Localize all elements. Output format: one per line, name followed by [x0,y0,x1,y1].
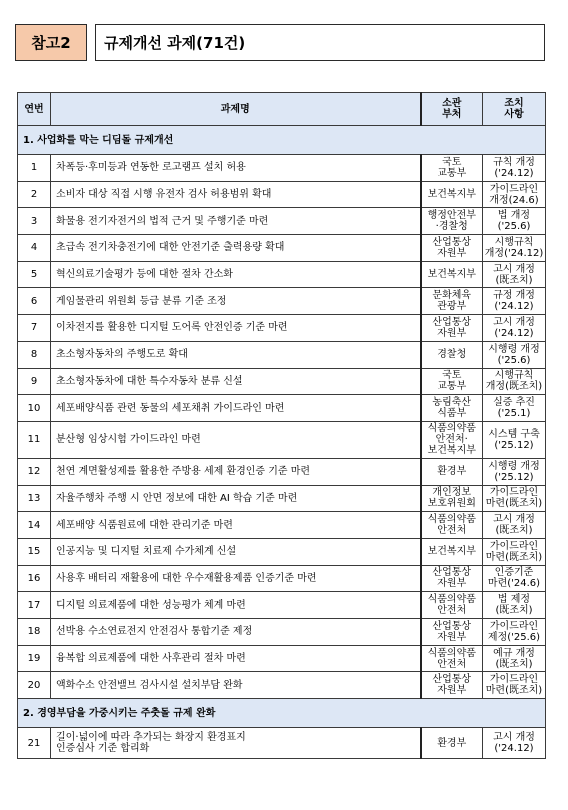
row-number: 19 [18,645,51,672]
table-row [18,728,546,759]
action-status: 가이드라인 개정(24.6) [483,181,546,208]
col-header-action: 조치 사항 [483,93,546,126]
action-status: 시행규칙 개정(既조치) [483,368,546,395]
task-name: 이차전지를 활용한 디지털 도어록 안전인증 기준 마련 [51,315,421,342]
action-status: 시행령 개정 ('25.6) [483,341,546,368]
row-number: 17 [18,592,51,619]
action-status: 가이드라인 마련(既조치) [483,672,546,699]
ministry: 식품의약품 안전처 [421,512,483,539]
row-number: 16 [18,565,51,592]
action-status: 예규 개정 (既조치) [483,645,546,672]
task-name: 세포배양식품 관련 동물의 세포채취 가이드라인 마련 [51,395,421,422]
ministry: 보건복지부 [421,181,483,208]
col-header-no: 연번 [18,93,51,126]
reform-task-table [17,92,546,759]
row-number: 1 [18,155,51,182]
table-row [18,592,546,619]
ministry: 산업통상 자원부 [421,315,483,342]
table-row [18,155,546,182]
action-status: 가이드라인 마련(既조치) [483,538,546,565]
page-header [15,24,545,61]
task-name: 선박용 수소연료전지 안전검사 통합기준 제정 [51,619,421,646]
row-number: 14 [18,512,51,539]
table-row [18,512,546,539]
ministry: 행정안전부 ·경찰청 [421,208,483,235]
table-row [18,421,546,458]
row-number: 5 [18,261,51,288]
ministry: 산업통상 자원부 [421,619,483,646]
task-name: 세포배양 식품원료에 대한 관리기준 마련 [51,512,421,539]
table-row [18,538,546,565]
table-row [18,368,546,395]
ministry: 식품의약품 안전처· 보건복지부 [421,421,483,458]
action-status: 법 개정 ('25.6) [483,208,546,235]
action-status: 시스템 구축 ('25.12) [483,421,546,458]
reference-badge: 참고2 [15,24,87,61]
table-row [18,261,546,288]
ministry: 국토 교통부 [421,368,483,395]
task-name: 디지털 의료제품에 대한 성능평가 체계 마련 [51,592,421,619]
row-number: 13 [18,485,51,512]
table-row [18,565,546,592]
task-name: 초소형자동차의 주행도로 확대 [51,341,421,368]
row-number: 2 [18,181,51,208]
row-number: 21 [18,728,51,759]
action-status: 가이드라인 제정('25.6) [483,619,546,646]
action-status: 인증기준 마련('24.6) [483,565,546,592]
table-header-row [18,93,546,126]
task-name: 초소형자동차에 대한 특수자동차 분류 신설 [51,368,421,395]
action-status: 시행규칙 개정('24.12) [483,235,546,262]
ministry: 보건복지부 [421,261,483,288]
task-name: 융복합 의료제품에 대한 사후관리 절차 마련 [51,645,421,672]
task-name: 분산형 임상시험 가이드라인 마련 [51,421,421,458]
row-number: 20 [18,672,51,699]
section-title: 2. 경영부담을 가중시키는 주춧돌 규제 완화 [18,699,546,728]
row-number: 4 [18,235,51,262]
task-name: 자율주행차 주행 시 안면 정보에 대한 AI 학습 기준 마련 [51,485,421,512]
ministry: 문화체육 관광부 [421,288,483,315]
task-name: 초급속 전기차충전기에 대한 안전기준 출력용량 확대 [51,235,421,262]
section-header-row [18,126,546,155]
row-number: 15 [18,538,51,565]
row-number: 12 [18,458,51,485]
action-status: 규칙 개정 ('24.12) [483,155,546,182]
ministry: 보건복지부 [421,538,483,565]
ministry: 농림축산 식품부 [421,395,483,422]
table-row [18,458,546,485]
action-status: 고시 개정 (既조치) [483,512,546,539]
ministry: 식품의약품 안전처 [421,645,483,672]
ministry: 국토 교통부 [421,155,483,182]
row-number: 10 [18,395,51,422]
row-number: 6 [18,288,51,315]
action-status: 규정 개정 ('24.12) [483,288,546,315]
row-number: 8 [18,341,51,368]
table-row [18,645,546,672]
task-name: 게임물관리 위원회 등급 분류 기준 조정 [51,288,421,315]
table-row [18,181,546,208]
ministry: 식품의약품 안전처 [421,592,483,619]
action-status: 실증 추진 ('25.1) [483,395,546,422]
row-number: 11 [18,421,51,458]
task-name: 길이·넓이에 따라 추가되는 화장지 환경표지 인증심사 기준 합리화 [51,728,421,759]
action-status: 고시 개정 ('24.12) [483,728,546,759]
row-number: 3 [18,208,51,235]
ministry: 환경부 [421,458,483,485]
task-name: 액화수소 안전밸브 검사시설 설치부담 완화 [51,672,421,699]
ministry: 환경부 [421,728,483,759]
table-row [18,341,546,368]
row-number: 9 [18,368,51,395]
task-name: 소비자 대상 직접 시행 유전자 검사 허용범위 확대 [51,181,421,208]
task-name: 혁신의료기술평가 등에 대한 절차 간소화 [51,261,421,288]
table-row [18,672,546,699]
row-number: 7 [18,315,51,342]
table-row [18,315,546,342]
task-name: 차폭등·후미등과 연동한 로고램프 설치 허용 [51,155,421,182]
row-number: 18 [18,619,51,646]
ministry: 산업통상 자원부 [421,672,483,699]
section-header-row [18,699,546,728]
col-header-unit: 소관 부처 [421,93,483,126]
table-row [18,619,546,646]
action-status: 고시 개정 (既조치) [483,261,546,288]
action-status: 시행령 개정 ('25.12) [483,458,546,485]
task-name: 인공지능 및 디지털 치료제 수가체계 신설 [51,538,421,565]
task-name: 화물용 전기자전거의 법적 근거 및 주행기준 마련 [51,208,421,235]
page-title: 규제개선 과제(71건) [95,24,545,61]
table-row [18,235,546,262]
action-status: 고시 개정 ('24.12) [483,315,546,342]
table-row [18,485,546,512]
action-status: 가이드라인 마련(既조치) [483,485,546,512]
table-row [18,288,546,315]
table-row [18,395,546,422]
section-title: 1. 사업화를 막는 디딤돌 규제개선 [18,126,546,155]
table-row [18,208,546,235]
col-header-name: 과제명 [51,93,421,126]
ministry: 개인정보 보호위원회 [421,485,483,512]
ministry: 산업통상 자원부 [421,235,483,262]
action-status: 법 제정 (既조치) [483,592,546,619]
task-name: 천연 계면활성제를 활용한 주방용 세제 환경인증 기준 마련 [51,458,421,485]
ministry: 산업통상 자원부 [421,565,483,592]
ministry: 경찰청 [421,341,483,368]
task-name: 사용후 배터리 재활용에 대한 우수재활용제품 인증기준 마련 [51,565,421,592]
